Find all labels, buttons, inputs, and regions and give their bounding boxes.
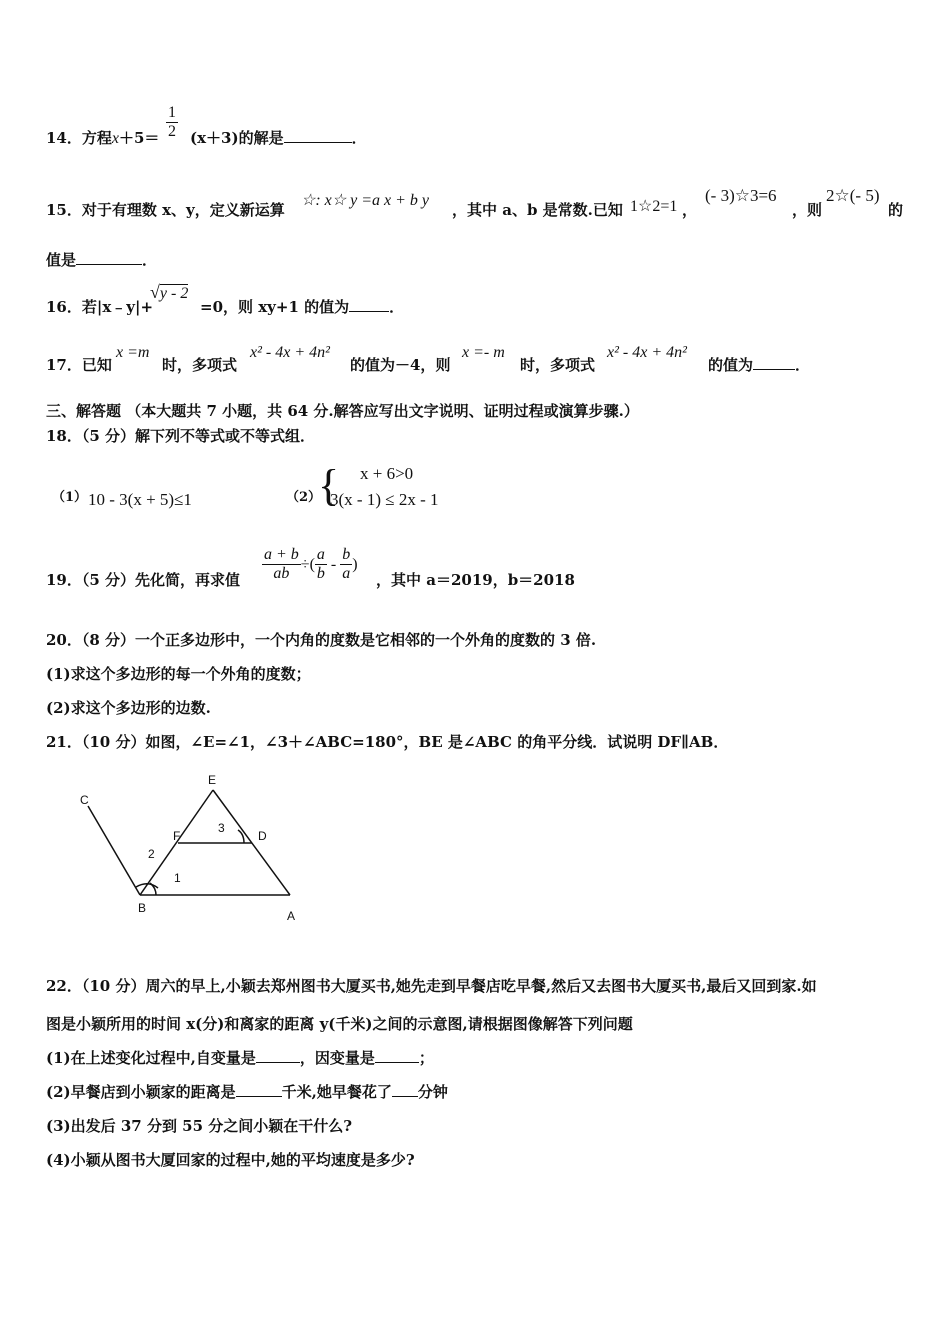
question-15-line2: 值是 ． (46, 251, 158, 269)
left-brace: { (318, 461, 340, 510)
label-angle-1: 1 (174, 871, 181, 885)
question-19: 19．（5 分）先化简，再求值 (46, 571, 241, 589)
polynomial-1: x² - 4x + 4n² (250, 344, 330, 361)
question-17: 17．已知 (46, 356, 112, 374)
answer-blank (256, 1048, 300, 1063)
label-E: E (208, 773, 217, 787)
answer-blank (236, 1082, 282, 1097)
question-22-part-1: (1)在上述变化过程中,自变量是 ，因变量是 ； (46, 1049, 434, 1067)
question-16: 16．若|x﹣y|+ (46, 298, 154, 316)
label-B: B (138, 901, 147, 915)
question-22-part-4: (4)小颖从图书大厦回家的过程中,她的平均速度是多少? (46, 1151, 415, 1169)
label-A: A (287, 909, 296, 923)
question-15-text2: ，其中 a、b 是常数.已知 (452, 201, 623, 219)
question-22-part-3: (3)出发后 37 分到 55 分之间小颖在干什么? (46, 1117, 353, 1135)
answer-blank (349, 297, 389, 312)
square-root: √y - 2 (150, 282, 189, 302)
answer-blank (753, 355, 795, 370)
fraction-one-half: $\frac{1}{2}$ (168, 104, 176, 140)
asked-expression: 2☆(- 5) (826, 186, 880, 205)
question-20-part-1: (1)求这个多边形的每一个外角的度数； (46, 665, 311, 683)
label-angle-3: 3 (218, 821, 225, 835)
new-operation-definition: ☆: x☆ y =a x + b y (301, 192, 430, 209)
part-1-label: （1） (52, 490, 88, 505)
label-D: D (258, 829, 267, 843)
line-CB (88, 806, 140, 895)
condition-x-eq-neg-m: x =- m (462, 344, 505, 361)
question-14: 14．方程x＋5＝ (46, 129, 160, 147)
question-14-rest: (x＋3)的解是 ． (190, 129, 367, 147)
given-condition-1: 1☆2=1 (630, 198, 678, 215)
answer-blank (76, 250, 142, 265)
question-15: 15．对于有理数 x、y，定义新运算 (46, 201, 285, 219)
answer-blank (375, 1048, 419, 1063)
inequality-1: 10 - 3(x + 5)≤1 (88, 490, 192, 509)
question-18-title: 18．（5 分）解下列不等式或不等式组． (46, 427, 316, 445)
answer-blank (392, 1082, 418, 1097)
question-16-rest: =0，则 xy+1 的值为 ． (200, 298, 405, 316)
label-angle-2: 2 (148, 847, 155, 861)
question-20-title: 20．（8 分）一个正多边形中，一个内角的度数是它相邻的一个外角的度数的 3 倍. (46, 631, 597, 649)
question-21-title: 21．（10 分）如图，∠E=∠1，∠3＋∠ABC=180°，BE 是∠ABC 的角平分线．试说明 DF∥AB． (46, 733, 729, 751)
label-F: F (173, 829, 181, 843)
question-20-part-2: (2)求这个多边形的边数. (46, 699, 211, 717)
system-line-2: 3(x - 1) ≤ 2x - 1 (330, 490, 439, 509)
question-22-line-1: 22．（10 分）周六的早上,小颖去郑州图书大厦买书,她先走到早餐店吃早餐,然后又去图书大厦买书,最后又回到家.如 (46, 977, 817, 995)
polynomial-2: x² - 4x + 4n² (607, 344, 687, 361)
geometry-figure (0, 770, 330, 930)
simplify-expression: $\frac{a + b}{ab}$ ÷( $\frac{a}{b}$ - $\frac{b}{a}$ ) (264, 546, 358, 582)
question-22-part-2: (2)早餐店到小颖家的距离是 千米,她早餐花了 分钟 (46, 1083, 448, 1101)
question-22-line-2: 图是小颖所用的时间 x(分)和离家的距离 y(千米)之间的示意图,请根据图像解答下列问题 (46, 1015, 633, 1033)
given-condition-2: (- 3)☆3=6 (705, 186, 777, 205)
question-19-values: ，其中 a＝2019，b＝2018 (376, 571, 575, 589)
system-line-1: x + 6>0 (360, 464, 414, 483)
section-heading: 三、解答题 （本大题共 7 小题，共 64 分.解答应写出文字说明、证明过程或演算步骤.） (46, 402, 639, 420)
answer-blank (284, 128, 352, 143)
label-C: C (80, 793, 89, 807)
part-2-label: （2） (286, 490, 322, 505)
condition-x-eq-m: x =m (116, 344, 150, 361)
